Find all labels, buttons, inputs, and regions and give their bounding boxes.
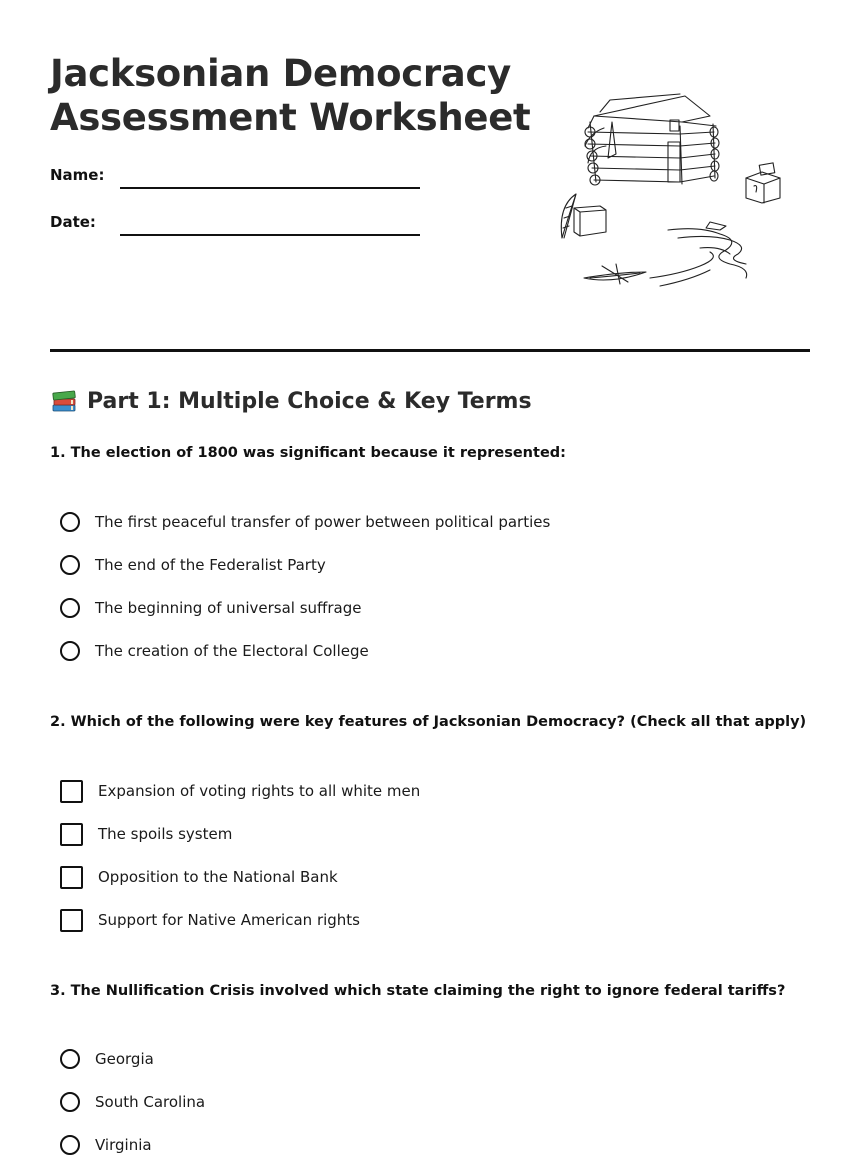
- question-1-option-a[interactable]: [60, 509, 550, 535]
- section-divider: [50, 349, 810, 352]
- option-label: South Carolina: [95, 1093, 206, 1111]
- radio-button[interactable]: [60, 1049, 80, 1069]
- question-2-option-b[interactable]: [60, 821, 232, 847]
- checkbox[interactable]: [60, 823, 83, 846]
- radio-button[interactable]: [60, 1135, 80, 1155]
- option-label: The creation of the Electoral College: [95, 642, 369, 660]
- canoe-icon: [584, 264, 646, 284]
- checkbox[interactable]: [60, 780, 83, 803]
- title-line-2: Assessment Worksheet: [50, 96, 531, 139]
- section-heading-part-1: [50, 388, 532, 414]
- checkbox[interactable]: [60, 909, 83, 932]
- title-line-1: Jacksonian Democracy: [50, 52, 511, 95]
- question-3-option-b[interactable]: [60, 1089, 205, 1115]
- option-label: Support for Native American rights: [98, 911, 361, 929]
- radio-button[interactable]: [60, 641, 80, 661]
- question-2: 2. Which of the following were key features of Jacksonian Democracy? (Check all that apply): [50, 714, 807, 730]
- question-2-option-a[interactable]: [60, 778, 420, 804]
- radio-button[interactable]: [60, 555, 80, 575]
- radio-button[interactable]: [60, 1092, 80, 1112]
- question-3: 3. The Nullification Crisis involved which state claiming the right to ignore federal tariffs?: [50, 983, 786, 999]
- name-field[interactable]: [120, 187, 420, 189]
- frontier-scene-icon: [550, 88, 790, 293]
- question-1-option-b[interactable]: [60, 552, 326, 578]
- date-field[interactable]: [120, 234, 420, 236]
- books-icon: [50, 388, 78, 414]
- radio-button[interactable]: [60, 512, 80, 532]
- radio-button[interactable]: [60, 598, 80, 618]
- option-label: Expansion of voting rights to all white men: [98, 782, 421, 800]
- option-label: Opposition to the National Bank: [98, 868, 338, 886]
- option-label: The first peaceful transfer of power between political parties: [95, 513, 551, 531]
- option-label: The end of the Federalist Party: [95, 556, 326, 574]
- name-label: Name:: [50, 166, 105, 184]
- question-1: 1. The election of 1800 was significant because it represented:: [50, 445, 566, 461]
- question-3-option-c[interactable]: [60, 1132, 152, 1158]
- question-2-option-d[interactable]: [60, 907, 360, 933]
- question-2-option-c[interactable]: [60, 864, 338, 890]
- quill-and-book-icon: [561, 194, 606, 238]
- log-cabin-icon: [585, 94, 719, 185]
- section-heading-text: Part 1: Multiple Choice & Key Terms: [87, 388, 532, 414]
- question-1-option-d[interactable]: [60, 638, 369, 664]
- question-1-option-c[interactable]: [60, 595, 361, 621]
- date-label: Date:: [50, 213, 96, 231]
- option-label: The spoils system: [98, 825, 233, 843]
- option-label: Georgia: [95, 1050, 154, 1068]
- page-title: [50, 52, 530, 140]
- river-icon: [650, 222, 747, 286]
- question-3-option-a[interactable]: [60, 1046, 154, 1072]
- checkbox[interactable]: [60, 866, 83, 889]
- ballot-box-icon: [746, 163, 780, 203]
- option-label: The beginning of universal suffrage: [95, 599, 362, 617]
- option-label: Virginia: [95, 1136, 152, 1154]
